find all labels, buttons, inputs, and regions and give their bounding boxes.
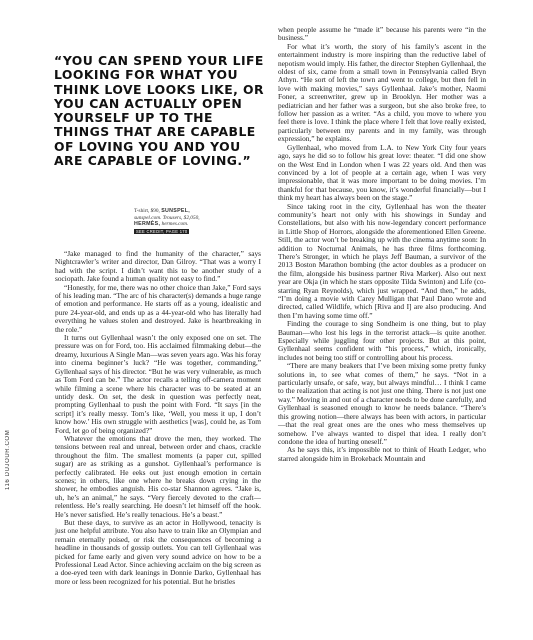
credit-line-3-rest: hermes.com. <box>161 221 189 228</box>
credit-line-1 <box>134 208 284 215</box>
left-paragraph: It turns out Gyllenhaal wasn’t the only exposed one on set. The pressure was on for Ford, too. His acclaimed filmmaking debut—the dreamy, luxurious A Single Man—was seven years ago. Was his foray into cinema beginner’s luck? “He was together, commanding,” Gyllenhaal says of his director. “But he was very vulnerable, as much as Tom Ford can be.” The actor recalls a telling off-camera moment while filming a scene where his character was to be seated at an untidy desk. On set, the desk in question was perfectly neat, prompting Gyllenhaal to push the point with Ford. “It says [in the script] it’s really messy. Tom’s like, ‘Well, you mess it up, I don’t know how.’ His own struggle with aesthetics [was], could he, as Tom Ford, let go of being organized?” <box>55 333 262 435</box>
left-paragraph: Whatever the emotions that drove the men, they worked. The tensions between real and unreal, between order and chaos, crackle throughout the film. The smallest moments (a paper cut, spilled sugar) are as striking as a gunshot. Gyllenhaal’s performance is perfectly calibrated. He eeks out just enough emotion in certain scenes; in others, like one where he breaks down crying in the shower, he embodies anguish. His co-star Shannon agrees. “Jake is, uh, he’s an animal,” he says. “Very fiercely devoted to the craft—relentless. He’s really searching. He doesn’t let himself off the hook. He’s never satisfied. He’s really tenacious. He’s a beast.” <box>55 433 261 519</box>
right-paragraph: As he says this, it’s impossible not to think of Heath Ledger, who starred alongside him in Brokeback Mountain and <box>278 445 486 463</box>
left-paragraph: But these days, to survive as an actor in Hollywood, tenacity is just one helpful attribute. You also have to train like an Olympian and remain eternally poised, or risk the consequences of becoming a headline in thousands of gossip outlets. You can tell Gyllenhaal was picked for fame early and given very sound advice on how to be a Professional Lead Actor. Since achieving acclaim on the big screen as a doe-eyed teen with dark leanings in Donnie Darko, Gyllenhaal has more or less been recognized for his potential. But he bristles <box>55 518 261 586</box>
right-paragraph: “There are many beakers that I’ve been mixing some pretty funky solutions in, to see what comes of them,” he says. “Not in a particularly unsafe, or safe, way, but always mindful… I think I came to the realization that acting is not just one thing. There is not just one way.” Moving in and out of a character needs to be done carefully, and Gyllenhaal is seasoned enough to know he needs balance. “There’s this growing notion—there always has been with actors, in particular—that the real great ones are the ones who mess themselves up somehow. I’ve always wanted to dispel that idea. I really don’t condone the idea of hurting oneself.” <box>278 361 486 446</box>
credit-line-2-text: sunspel.com. Trousers, $2,050, <box>134 214 200 221</box>
credit-brand-hermes: HERMÈS, <box>134 221 161 228</box>
right-paragraph: Since taking root in the city, Gyllenhaal has won the theater community’s heart not only with his showings in Sunday and Constellations, but also with his now-legendary concert performance in Little Shop of Horrors, alongside the aforementioned Ellen Greene. Still, the actor won’t be breaking up with the cinema anytime soon: In addition to Nocturnal Animals, he has three films forthcoming. There’s Stronger, in which he plays Jeff Bauman, a survivor of the 2013 Boston Marathon bombing (the actor doubles as a producer on the film, alongside his business partner Riva Marker). Also out next year are Okja (in which he stars opposite Tilda Swinton) and Life (co-starring Ryan Reynolds), which just wrapped. “And then,” he adds, “I’m doing a movie with Carey Mulligan that Paul Dano wrote and directed, called Wildlife, which [Riva and I] are also producing. And then I’m having some time off.” <box>278 201 486 320</box>
page-folio: 116 DUJOUR.COM <box>5 429 11 490</box>
credit-brand-sunspel: SUNSPEL, <box>161 208 191 214</box>
credit-line-1-prefix: T-shirt, $90, <box>134 208 160 214</box>
right-paragraph: Gyllenhaal, who moved from L.A. to New York City four years ago, says he did so to follow his great love: theater. “I did one show on the West End in London when I was 22 years old. And then was convinced by a lot of people at a certain age, when I was very impressionable, that it was more important to be doing movies. I’m thankful for that because, you know, it’s wonderful financially—but I think my heart has always been on the stage.” <box>278 142 486 203</box>
right-paragraph: Finding the courage to sing Sondheim is one thing, but to play Bauman—who lost his legs in the terrorist attack—is quite another. Especially while juggling four other projects. But at this point, Gyllenhaal seems confident with “his process,” which, ironically, includes not being too stiff or controlling about his process. <box>278 319 486 362</box>
right-paragraph: when people assume he “made it” because his parents were “in the business.” <box>278 25 486 43</box>
left-paragraph: “Jake managed to find the humanity of the character,” says Nightcrawler’s writer and director, Dan Gilroy. “That was a worry I had with the script. I didn’t want this to be another study of a sociopath. Jake found a human quality not easy to find.” <box>55 249 261 284</box>
credit-tag: SEE CREDIT, PAGE 170 <box>136 228 188 234</box>
left-paragraph: “Honestly, for me, there was no other choice than Jake,” Ford says of his leading man. “The arc of his character(s) demands a huge range of emotion and performance. He starts off as a young, idealistic and pure 24-year-old, and ends up as a 44-year-old who has literally had everything he values stolen and destroyed. Jake is heartbreaking in the role.” <box>55 282 261 334</box>
article-column-left <box>55 250 261 586</box>
pull-quote: “YOU CAN SPEND YOUR LIFE LOOKING FOR WHAT YOU THINK LOVE LOOKS LIKE, OR YOU CAN ACTUALLY OPEN YOURSELF UP TO THE THINGS THAT ARE CAPABLE OF LOVING YOU AND YOU ARE CAPABLE OF LOVING.” <box>54 53 265 169</box>
right-paragraph: For what it’s worth, the story of his family’s ascent in the entertainment industry is more inspiring than the reductive label of nepotism would imply. His father, the director Stephen Gyllenhaal, the oldest of six, came from a small town in Pennsylvania called Bryn Athyn. “He sort of left the town and went to college, but then fell in love with making movies,” says Gyllenhaal. Jake’s mother, Naomi Foner, a screenwriter, grew up in Brooklyn. Her mother was a pediatrician and her father was a surgeon, but she also broke free, to follow her passion as a writer. “As a child, you move to where you feel there is love. I think the place where I felt that love really existed, particularly between my parents and in my family, was through expression,” he explains. <box>278 41 486 144</box>
photo-credit <box>134 208 284 235</box>
article-column-right <box>278 26 486 463</box>
credit-line-3 <box>134 221 284 228</box>
